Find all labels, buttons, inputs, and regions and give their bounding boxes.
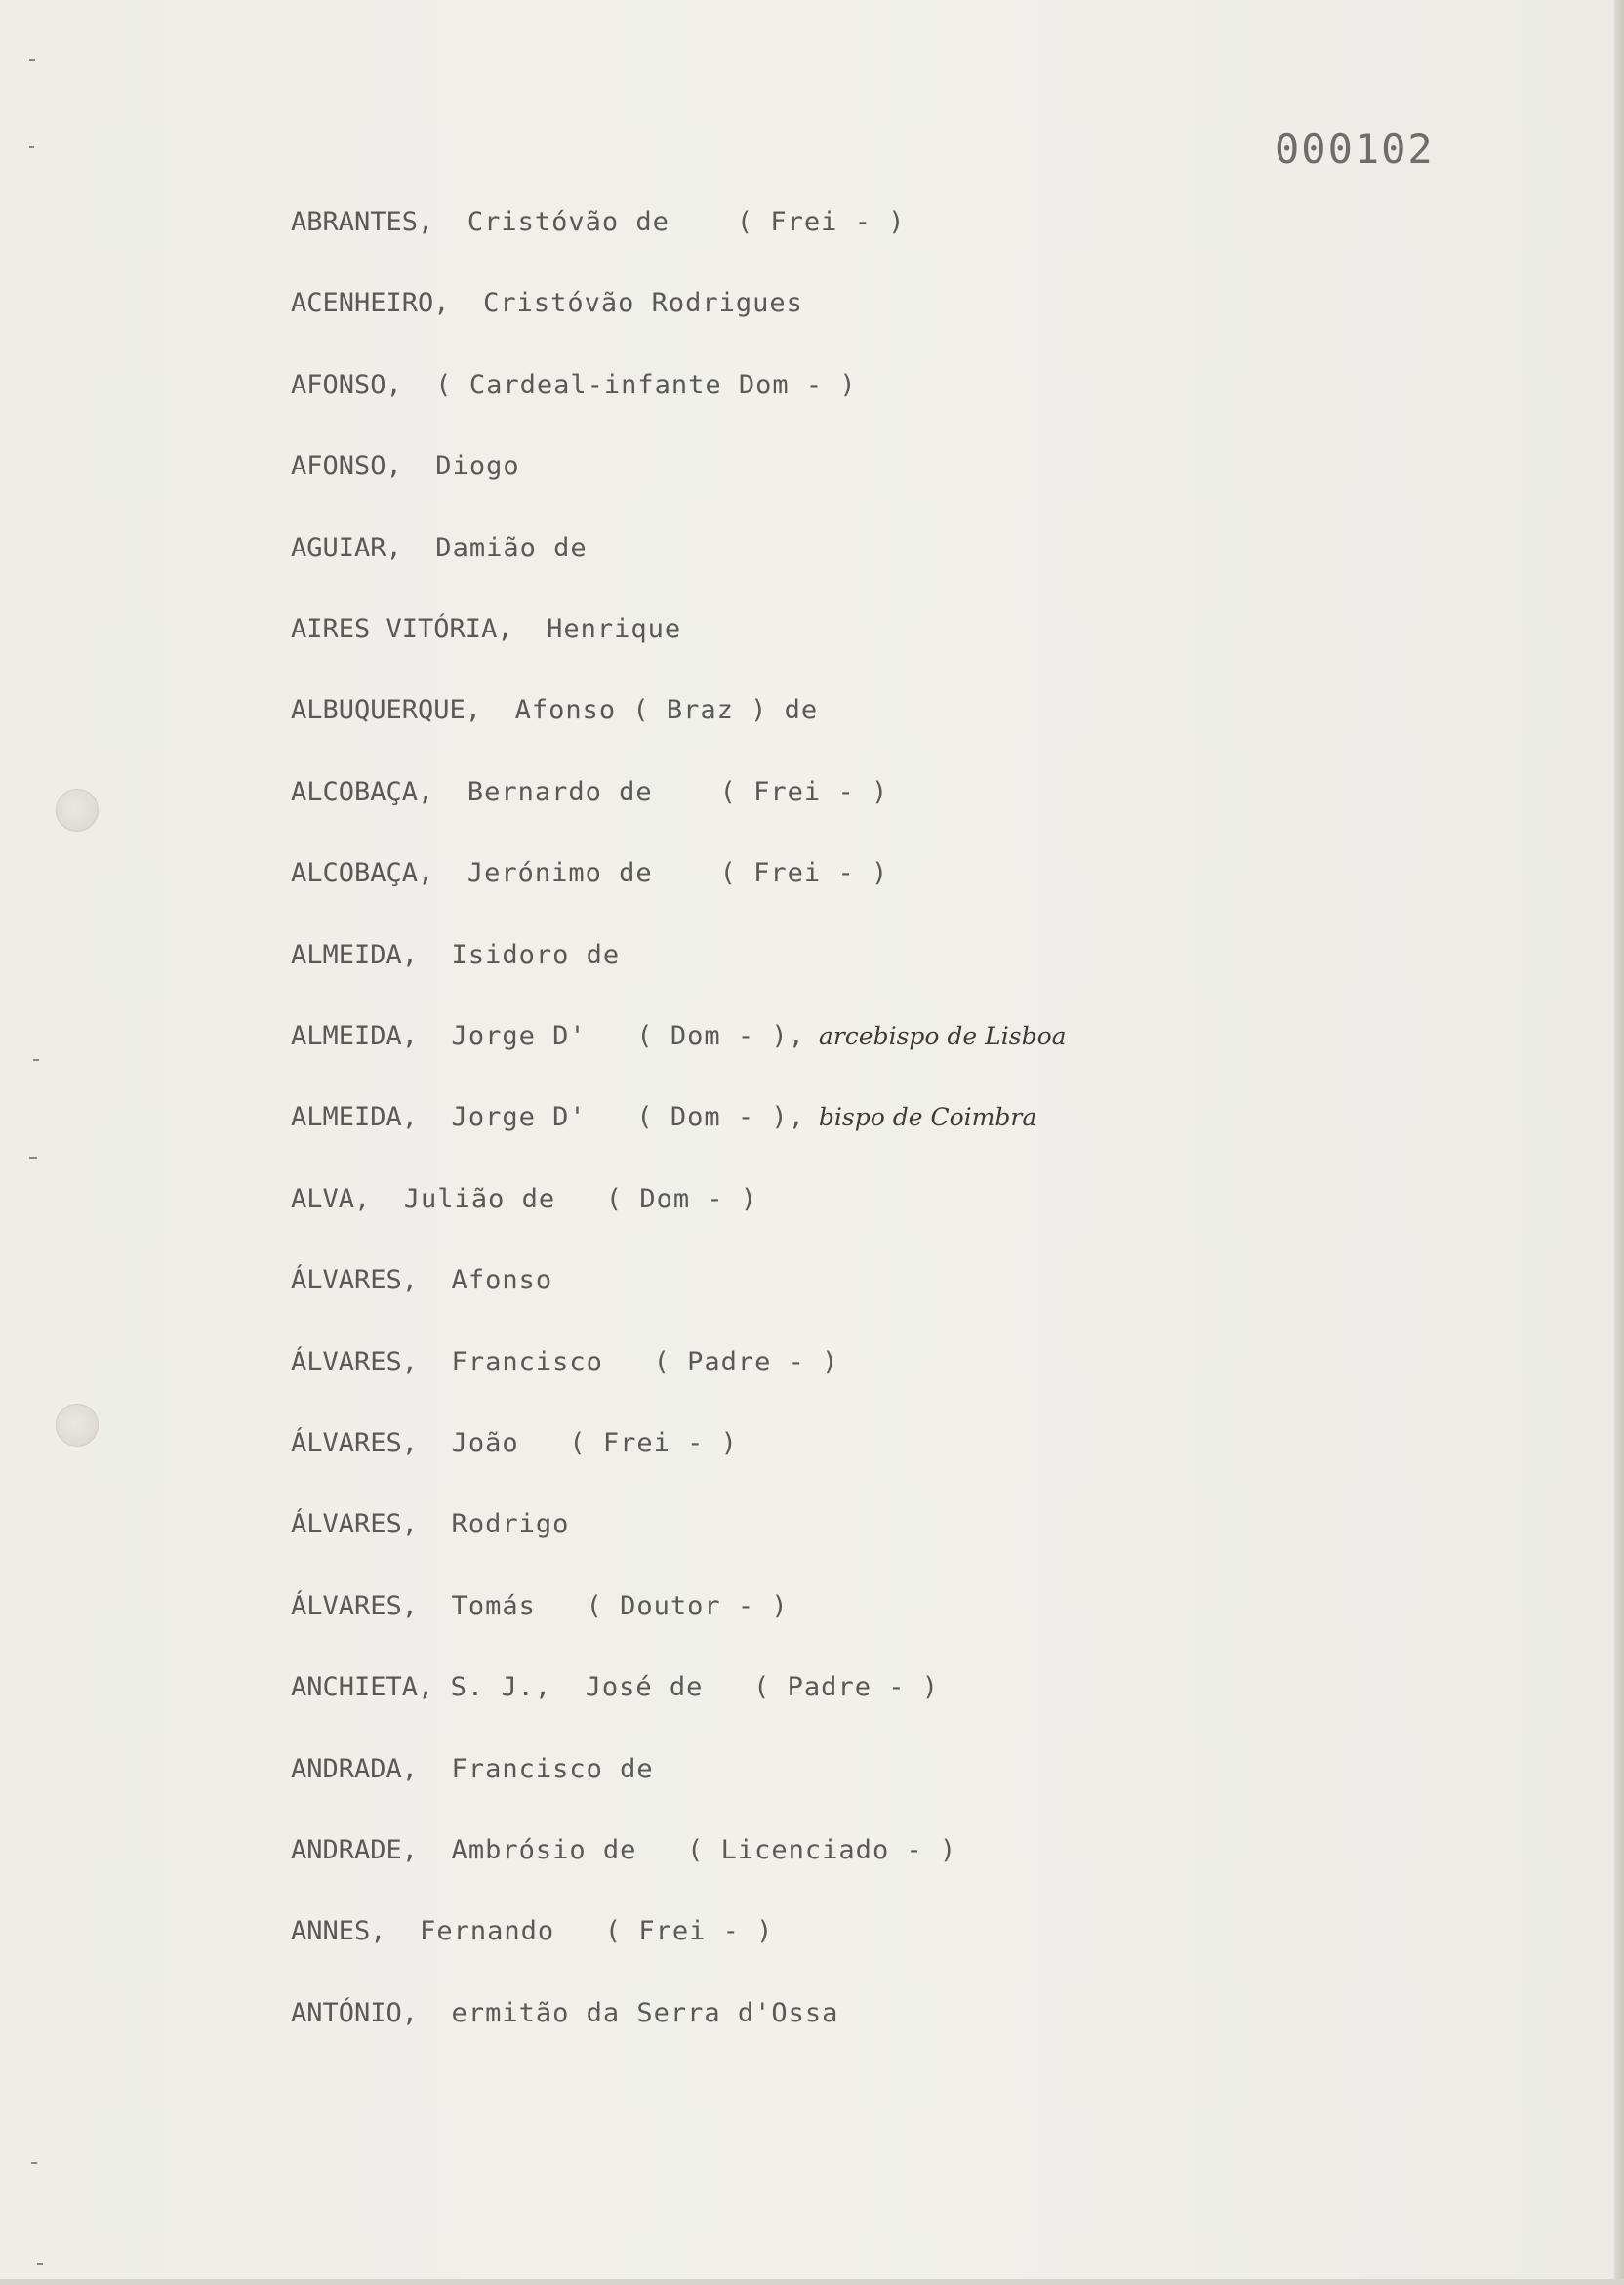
margin-mark [33, 1059, 39, 1061]
handwritten-annotation: bispo de Coimbra [818, 1103, 1037, 1132]
punch-hole-icon [56, 789, 99, 832]
index-entry [291, 533, 588, 563]
entry-surname: ABRANTES, [291, 207, 434, 237]
entry-surname: ANNES, [291, 1916, 386, 1947]
index-entry [291, 288, 803, 318]
entry-given-name: Tomás ( Doutor - ) [418, 1590, 789, 1621]
margin-mark [29, 146, 34, 148]
index-entry [291, 1754, 654, 1784]
entry-surname: ÁLVARES, [291, 1346, 419, 1377]
entry-surname: ALVA, [291, 1183, 371, 1214]
index-entry [291, 1265, 552, 1295]
entry-given-name: Henrique [512, 614, 682, 644]
index-entry [291, 614, 681, 644]
entry-surname: AFONSO, [291, 451, 402, 482]
entry-given-name: Jorge D' ( Dom - ), [418, 1021, 805, 1051]
entry-surname: ALCOBAÇA, [291, 858, 434, 889]
entry-surname: ANTÓNIO, [291, 1997, 419, 2028]
entry-given-name: ermitão da Serra d'Ossa [418, 1997, 839, 2028]
entry-given-name: Diogo [401, 451, 520, 482]
index-entry [291, 1347, 838, 1377]
index-entry [291, 695, 818, 725]
index-entry [291, 1184, 757, 1214]
index-entry [291, 940, 620, 970]
entry-surname: ÁLVARES, [291, 1265, 419, 1296]
index-entry [291, 1835, 956, 1865]
entry-given-name: S. J., José de ( Padre - ) [433, 1672, 939, 1703]
index-entry [291, 451, 520, 481]
entry-given-name: ( Cardeal-infante Dom - ) [401, 369, 857, 400]
entry-surname: ALMEIDA, [291, 939, 419, 970]
index-entry [291, 1998, 838, 2028]
entry-surname: AGUIAR, [291, 532, 402, 563]
index-entry [291, 1509, 569, 1539]
punch-hole-icon [56, 1404, 99, 1447]
index-entry [291, 858, 888, 888]
entry-surname: ACENHEIRO, [291, 288, 450, 319]
entry-given-name: Jorge D' ( Dom - ), [418, 1102, 805, 1133]
index-entry [291, 1916, 773, 1946]
entry-given-name: João ( Frei - ) [418, 1428, 738, 1458]
entry-surname: ANCHIETA, [291, 1672, 434, 1703]
entry-surname: AIRES VITÓRIA, [291, 614, 513, 644]
margin-mark [31, 2162, 37, 2164]
entry-given-name: Afonso ( Braz ) de [481, 695, 819, 726]
entry-surname: AFONSO, [291, 369, 402, 400]
index-entry [291, 1428, 738, 1458]
entry-surname: ANDRADA, [291, 1753, 419, 1784]
entry-surname: ALMEIDA, [291, 1102, 419, 1133]
index-entry [291, 370, 857, 400]
entry-given-name: Cristóvão Rodrigues [449, 288, 803, 319]
entry-surname: ÁLVARES, [291, 1509, 419, 1540]
entry-given-name: Bernardo de ( Frei - ) [433, 776, 889, 807]
entry-given-name: Damião de [401, 532, 588, 563]
margin-mark [37, 2263, 43, 2265]
entry-surname: ÁLVARES, [291, 1428, 419, 1458]
index-entry [291, 777, 888, 807]
index-entry [291, 1021, 1067, 1051]
entry-given-name: Francisco de [418, 1753, 654, 1784]
index-entry [291, 1102, 1036, 1132]
entry-surname: ALCOBAÇA, [291, 776, 434, 807]
handwritten-annotation: arcebispo de Lisboa [818, 1022, 1067, 1050]
index-entry [291, 1591, 789, 1621]
entry-given-name: Jerónimo de ( Frei - ) [433, 858, 889, 889]
margin-mark [29, 1157, 37, 1159]
entry-given-name: Cristóvão de ( Frei - ) [433, 207, 906, 237]
entry-given-name: Francisco ( Padre - ) [418, 1346, 839, 1377]
index-entry [291, 1672, 939, 1702]
entry-given-name: Fernando ( Frei - ) [386, 1916, 774, 1947]
entry-given-name: Julião de ( Dom - ) [370, 1183, 758, 1214]
entry-given-name: Afonso [418, 1265, 553, 1296]
page-number: 000102 [1275, 125, 1435, 173]
entry-given-name: Isidoro de [418, 939, 621, 970]
index-entry [291, 207, 905, 237]
margin-mark [29, 59, 35, 61]
page-bottom-edge [0, 2279, 1624, 2285]
entry-surname: ÁLVARES, [291, 1590, 419, 1621]
entry-surname: ALMEIDA, [291, 1021, 419, 1051]
entry-given-name: Ambrósio de ( Licenciado - ) [418, 1835, 957, 1865]
entry-given-name: Rodrigo [418, 1509, 570, 1540]
entry-surname: ALBUQUERQUE, [291, 695, 482, 726]
entry-surname: ANDRADE, [291, 1835, 419, 1865]
page-edge [1614, 0, 1624, 2285]
